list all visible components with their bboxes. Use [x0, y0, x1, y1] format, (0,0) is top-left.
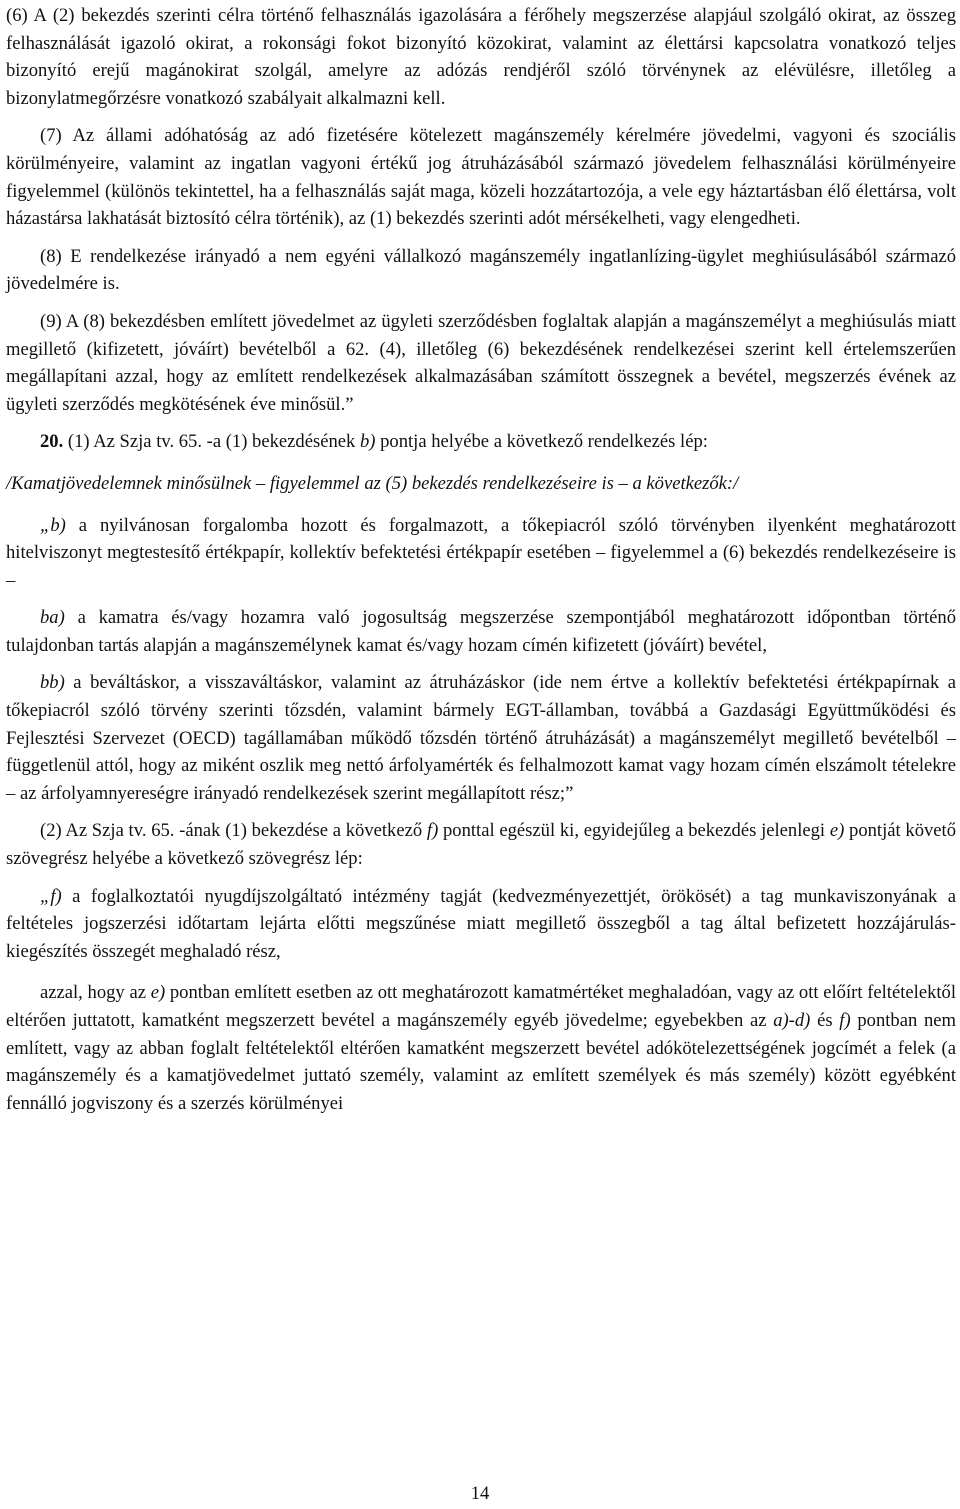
point-text: a foglalkoztatói nyugdíjszolgáltató intézmény tagját (kedvezményezettjét, örökösét) a tag munkaviszonyának a feltételes jogszerzési időtartam lejárta előtti megszűnése miatt megillető összegből a tag által befizetett hozzájárulás-kiegészítés összegét meghaladó rész, — [6, 885, 956, 962]
point-label: „b) — [40, 514, 66, 536]
section-20-paragraph-2 — [6, 817, 956, 872]
paragraph-7: (7) Az állami adóhatóság az adó fizetésére kötelezett magánszemély kérelmére jövedelmi, vagyoni és szociális körülményeire, valamint az ingatlan vagyoni értékű jog átruházásából származó jövedelem felhasználási körülményeire figyelemmel (különös tekintettel, ha a felhasználás saját maga, közeli hozzátartozója, a vele egy háztartásban élő élettársa, volt házastársa lakhatását biztosító célra történik), az (1) bekezdés szerinti adót mérsékelheti, vagy elengedheti. — [6, 125, 956, 230]
closing-paragraph — [6, 979, 956, 1117]
point-reference: f) — [839, 1010, 851, 1031]
point-text: a nyilvánosan forgalomba hozott és forgalmazott, a tőkepiacról szóló törvényben ilyenként meghatározott hitelviszonyt megtestesítő értékpapír, kollektív befektetési értékpapír esetében – figyelemmel a (6) bekezdés rendelkezéseire is – — [6, 514, 956, 591]
section-20-paragraph-1 — [6, 428, 956, 456]
paragraph-mid-text: ponttal egészül ki, egyidejűleg a bekezdés jelenlegi — [438, 820, 830, 842]
point-ba — [6, 604, 956, 659]
paragraph-tail-text: pontját követő szövegrész helyébe a következő szövegrész lép: — [6, 820, 957, 870]
paragraph-lead-text: (2) Az Szja tv. 65. -ának (1) bekezdése a következő — [40, 820, 427, 842]
point-text: a kamatra és/vagy hozamra való jogosultság megszerzése szempontjából meghatározott időpontban történő tulajdonban tartás alapján a magánszemélynek kamat és/vagy hozam címén kifizetett (jóváírt) bevétel, — [6, 607, 956, 656]
section-tail-text: pontja helyébe a következő rendelkezés lép: — [375, 431, 708, 453]
point-reference: e) — [829, 820, 845, 842]
paragraph-9: (9) A (8) bekezdésben említett jövedelmet az ügyleti szerződésben foglaltak alapján a magánszemélyt a meghiúsulás miatt megillető (kifizetett, jóváírt) bevételből a 62. (4), illetőleg (6) bekezdésének rendelkezései szerint kell értelemszerűen megállapítani azzal, hogy az említett rendelkezések alkalmazásában számított összegnek a bevétel, megszerzés évének az ügyleti szerződés megkötésének éve minősül.” — [6, 310, 956, 415]
point-text: a beváltáskor, a visszaváltáskor, valamint az átruházáskor (ide nem értve a kollektív befektetési értékpapírnak a tőkepiacról szóló törvény szerinti tőzsdén, valamint bármely EGT-államban, továbbá a Gazdasági Együttműködési és Fejlesztési Szervezet (OECD) tagállamában működő tőzsdén történő átruházását) a magánszemélyt megillető bevételből – függetlenül attól, hogy az miként oszlik meg nettó árfolyamérték és felhalmozott kamat vagy hozam címén elszámolt tételekre – az árfolyamnyereségre irányadó rendelkezések szerint megállapított rész;” — [6, 672, 956, 804]
point-f — [6, 883, 956, 966]
point-label: ba) — [40, 607, 65, 629]
page-number: 14 — [470, 1483, 490, 1504]
closing-text: azzal, hogy az — [40, 982, 151, 1004]
section-number: 20. — [40, 431, 64, 453]
point-reference: a)-d) — [773, 1010, 811, 1031]
point-reference: e) — [150, 982, 166, 1004]
paragraph-8: (8) E rendelkezése irányadó a nem egyéni vállalkozó magánszemély ingatlanlízing-ügylet meghiúsulásából származó jövedelmére is. — [6, 245, 956, 295]
point-b — [6, 512, 956, 595]
paragraph-6: (6) A (2) bekezdés szerinti célra történő felhasználás igazolására a férőhely megszerzése alapjául szolgáló okirat, az összeg felhasználását igazoló okirat, a rokonsági fokot bizonyító közokirat, valamint az élettársi kapcsolatra vonatkozó teljes bizonyító erejű magánokirat szolgál, amelyre az adózás rendjéről szóló törvénynek az elévülésre, illetőleg a bizonylatmegőrzésre vonatkozó szabályait alkalmazni kell. — [6, 5, 956, 109]
section-lead-text: (1) Az Szja tv. 65. -a (1) bekezdésének — [63, 431, 360, 453]
point-label: „f) — [40, 885, 62, 907]
quoted-heading: /Kamatjövedelemnek minősülnek – figyelemmel az (5) bekezdés rendelkezéseire is – a következők:/ — [6, 472, 739, 494]
point-label: bb) — [40, 672, 65, 694]
document-page — [6, 0, 956, 1117]
point-bb — [6, 669, 956, 807]
point-reference: b) — [359, 431, 376, 453]
closing-text: pontban nem említett, vagy az abban foglalt feltételektől eltérően kamatként megszerzett bevétel adókötelezettségének jogcímét a felek (a magánszemély és a kamatjövedelmet juttató személy, valamint az említett személyek és más személy) között egyébként fennálló jogviszony és a szerzés körülményei — [6, 1010, 956, 1114]
closing-text: és — [810, 1010, 840, 1031]
point-reference: f) — [426, 820, 439, 842]
closing-text: pontban említett esetben az ott meghatározott kamatmértéket meghaladóan, vagy az ott előírt feltételektől eltérően juttatott, kamatként megszerzett bevétel a magánszemély egyéb jövedelme; egyebekben az — [6, 982, 956, 1031]
